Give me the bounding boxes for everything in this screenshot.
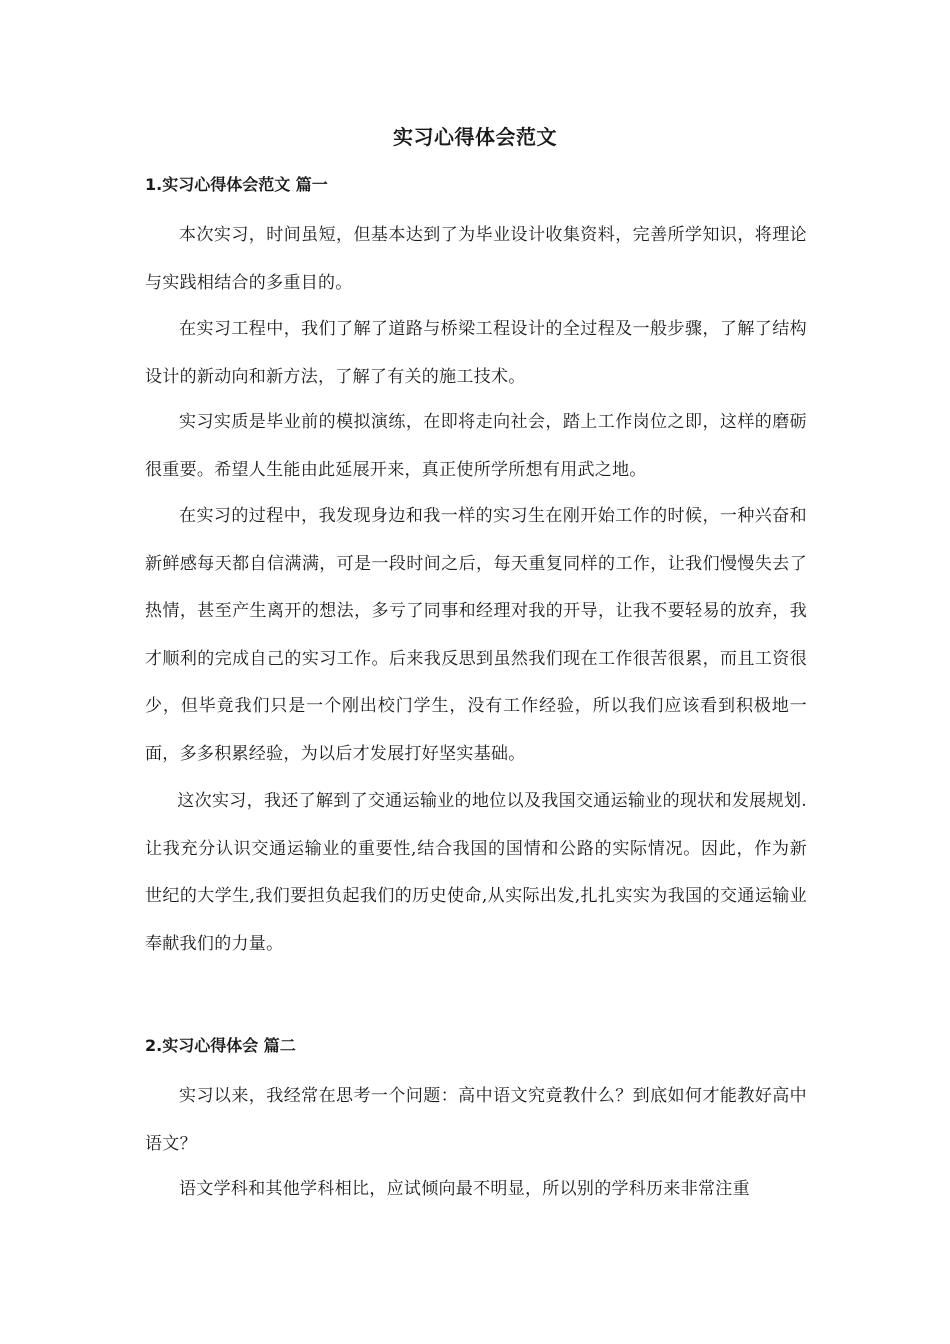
section-heading-2: 2.实习心得体会 篇二 xyxy=(145,1036,296,1055)
paragraph: 这次实习，我还了解到了交通运输业的地位以及我国交通运输业的现状和发展规划.让我充分认识交通运输业的重要性,结合我国的国情和公路的实际情况。因此，作为新世纪的大学生,我们要担负起我们的历史使命,从实际出发,扎扎实实为我国的交通运输业奉献我们的力量。 xyxy=(145,791,807,954)
paragraph: 实习以来，我经常在思考一个问题：高中语文究竟教什么？到底如何才能教好高中语文？ xyxy=(145,1086,807,1154)
paragraph: 本次实习，时间虽短，但基本达到了为毕业设计收集资料，完善所学知识，将理论与实践相结合的多重目的。 xyxy=(145,225,807,293)
paragraph: 实习实质是毕业前的模拟演练，在即将走向社会，踏上工作岗位之即，这样的磨砺很重要。希望人生能由此延展开来，真正使所学所想有用武之地。 xyxy=(145,412,807,480)
section-heading-1: 1.实习心得体会范文 篇一 xyxy=(145,175,328,194)
paragraph: 在实习工程中，我们了解了道路与桥梁工程设计的全过程及一般步骤，了解了结构设计的新动向和新方法，了解了有关的施工技术。 xyxy=(145,319,807,387)
paragraph: 在实习的过程中，我发现身边和我一样的实习生在刚开始工作的时候，一种兴奋和新鲜感每天都自信满满，可是一段时间之后，每天重复同样的工作，让我们慢慢失去了热情，甚至产生离开的想法，多亏了同事和经理对我的开导，让我不要轻易的放弃，我才顺利的完成自己的实习工作。后来我反思到虽然我们现在工作很苦很累，而且工资很少，但毕竟我们只是一个刚出校门学生，没有工作经验，所以我们应该看到积极地一面，多多积累经验，为以后才发展打好坚实基础。 xyxy=(145,506,807,764)
document-title: 实习心得体会范文 xyxy=(393,125,557,149)
paragraph: 语文学科和其他学科相比，应试倾向最不明显，所以别的学科历来非常注重 xyxy=(179,1179,750,1199)
